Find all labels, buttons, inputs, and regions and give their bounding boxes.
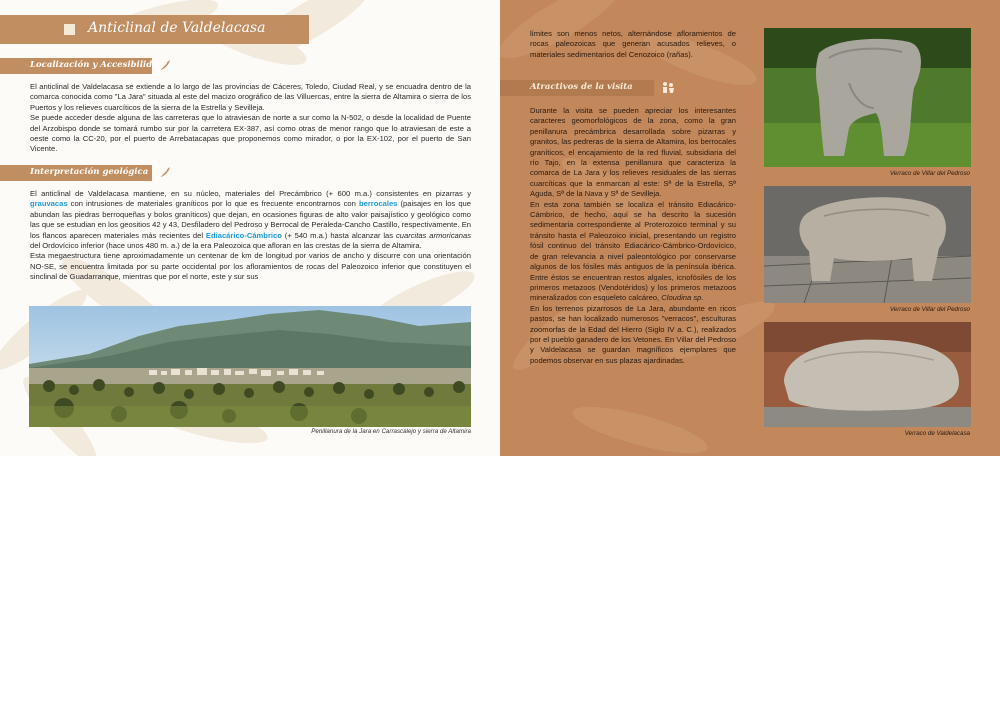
highlight-term: grauvacas [30, 199, 68, 209]
section-heading-localizacion: Localización y Accesibilidad [30, 60, 164, 70]
section1-text [30, 82, 471, 155]
paragraph: El anticlinal de Valdelacasa se extiende a lo largo de las provincias de Cáceres, Toledo, Ciudad Real, y se encuadra dentro de la comarca conocida como "La Jara" situada al este del macizo orográfico de las Villuercas, entre la sierra de Altamira o sierra de los Puertos y los relieves cuarcíticos de la sierra de la Estrella y Sevilleja. [30, 82, 471, 112]
right-page [500, 0, 1000, 456]
title-bar [0, 15, 309, 44]
feather-icon [158, 165, 172, 179]
text-run: (paisajes en los que abundan las piedras berroqueñas y bolos graníticos) que dejan, en ocasiones figuras de alto valor paisajístico y geológico como las que se estudian en los geositios 42 y 43, Desfiladero del Pedroso y Berrocal de Peraleda-Cancho Castillo, respectivamente. En los flancos aparecen materiales más recientes del [30, 199, 471, 240]
paragraph: Se puede acceder desde alguna de las carreteras que lo atraviesan de norte a sur como la N-502, o desde la localidad de Puente del Arzobispo donde se tomará rumbo sur por la carretera EX-387, así como otras de menor rango que lo atraviesan de este a oeste como la CC-20, por el puerto de Arrebatacapas que proponemos como mirador, o por la EX-102, por el puerto de San Vicente. [30, 113, 471, 154]
paragraph [30, 189, 471, 251]
visitor-icon [660, 81, 676, 95]
highlight-term: Ediacárico-Cámbrico [205, 230, 282, 240]
photo-caption: Verraco de Valdelacasa [904, 430, 970, 437]
visit-text [530, 106, 736, 366]
paragraph: límites son menos netos, alternándose afloramientos de rocas paleozoicas que generan acusados relieves, o materiales sedimentarios del Cenozoico (rañas). [530, 29, 736, 59]
verraco-photo [764, 186, 971, 303]
photo-caption: Verraco de Villar del Pedroso [889, 306, 970, 313]
left-page [0, 0, 500, 456]
section-heading-bar [0, 58, 164, 74]
text-run: (+ 540 m.a.) hasta alcanzar las [281, 230, 396, 240]
paragraph: En los terrenos pizarrosos de La Jara, abundante en ricos pastos, se han localizado numerosos "verracos", esculturas zoomorfas de la Edad del Hierro (Siglo IV a. C.), realizados por el pueblo ganadero de los Vetones. En Villar del Pedroso y Valdelacasa se guardan magníficos ejemplares que podemos observar en sus plazas ajardinadas. [530, 303, 736, 365]
page-title: Anticlinal de Valdelacasa [88, 20, 266, 36]
feather-icon [158, 58, 172, 72]
section-heading-interpretacion: Interpretación geológica [30, 167, 149, 177]
section-heading-bar [0, 165, 152, 181]
text-run: con intrusiones de materiales graníticos por lo que es frecuente encontrarnos con [67, 199, 359, 209]
photo-caption: Penillanura de la Jara en Carrascalejo y sierra de Altamira [311, 428, 471, 435]
highlight-term: berrocales [358, 199, 398, 209]
section-heading-bar [500, 80, 654, 96]
verraco-photo [764, 322, 971, 427]
verraco-photo [764, 28, 971, 167]
paragraph [530, 200, 736, 304]
section-heading-atractivos: Atractivos de la visita [530, 82, 633, 92]
section2-text [30, 189, 471, 283]
italic-term: Cloudina sp. [661, 293, 704, 303]
title-square-icon [64, 24, 75, 35]
text-run: del Ordovícico inferior (hace unos 480 m. a.) de la era Paleozoica que afloran en las crestas de la sierra de Altamira. [30, 241, 422, 251]
landscape-photo [29, 306, 471, 427]
photo-caption: Verraco de Villar del Pedroso [889, 170, 970, 177]
italic-term: cuarcitas armoricanas [395, 230, 471, 240]
paragraph: Durante la visita se pueden apreciar los interesantes caracteres geomorfológicos de la zona, como la gran penillanura precámbrica desarrollada sobre pizarras y granitos, las pedreras de la sierra de Altamira, los berrocales graníticos, el encajamiento de la red fluvial, subsidiaria del río Tajo, en la extensa penillanura que caracteriza la comarca de La Jara y los relieves residuales de las sierras cuarcíticas que la enmarcan al este: Sª de la Estrella, Sª Aguda, Sª de la Nava y Sª de Sevilleja. [530, 106, 736, 199]
intro-text [530, 29, 736, 60]
paragraph: Esta megaestructura tiene aproximadamente un centenar de km de longitud por varios de ancho y discurre con una orientación NO-SE, se encuentra limitada por su parte occidental por los afloramientos de rocas del Paleozoico inferior que constituyen el sinclinal de Guadarranque, mientras que por el norte, este y sur sus [30, 251, 471, 282]
text-run: El anticlinal de Valdelacasa mantiene, en su núcleo, materiales del Precámbrico (+ 600 m.a.) consistentes en pizarras y [30, 189, 471, 198]
text-run: En esta zona también se localiza el tránsito Ediacárico-Cámbrico, de hecho, aquí se ha descrito la sucesión sedimentaria correspondiente al Proterozoico terminal y su tránsito hasta el Paleozoico inicial, presentando un registro fósil continuo del tránsito Ediacárico-Cámbrico-Ordovícico, de gran relevancia a nivel paleontológico por conservarse algunos de los fósiles más antiguos de la península ibérica. Entre éstos se encuentran restos algales, icnofósiles de los primeros metazoos (Vendotéridos) y los primeros metazoos mineralizados con esqueleto calcáreo, [530, 199, 736, 303]
